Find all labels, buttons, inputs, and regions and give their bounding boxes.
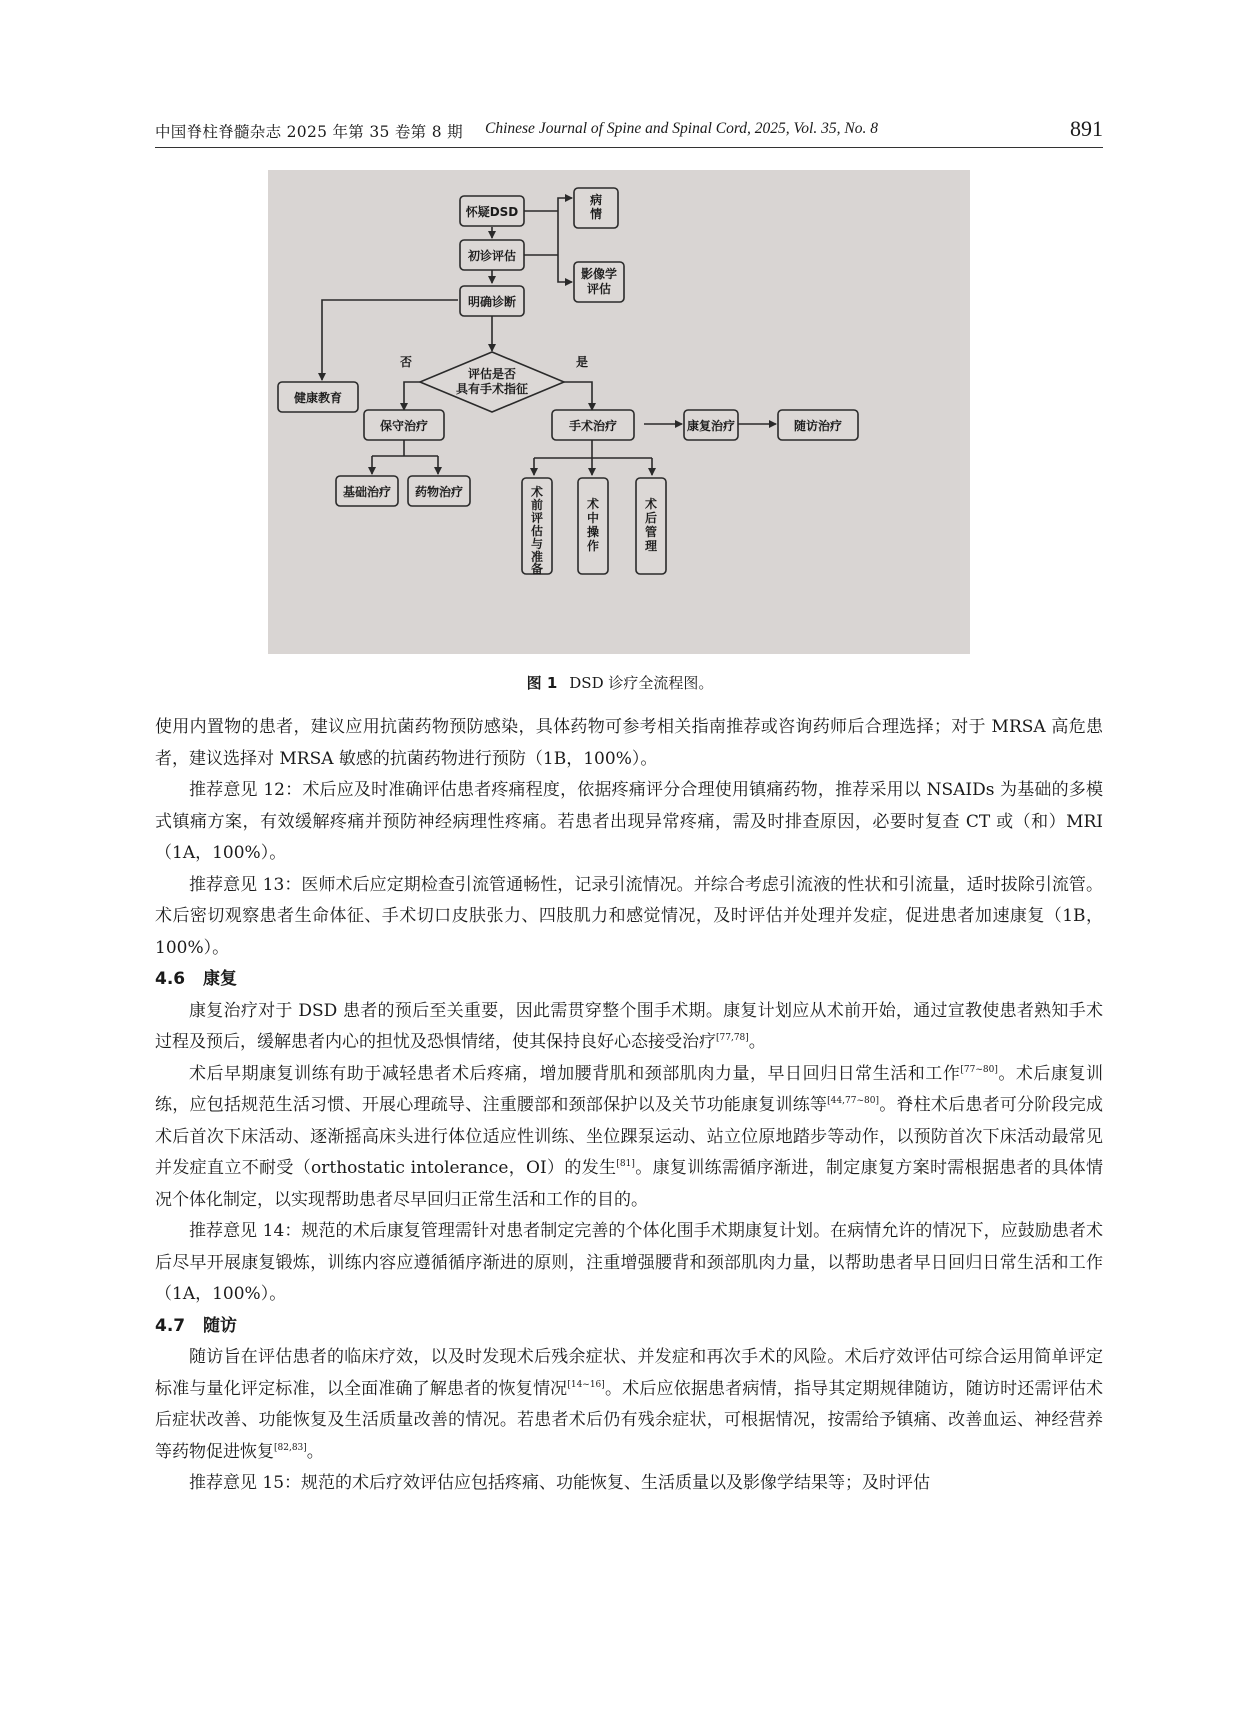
svg-text:病: 病 [589, 193, 603, 207]
svg-text:明确诊断: 明确诊断 [467, 295, 517, 309]
node-drug-treatment [408, 476, 470, 506]
svg-text:怀疑DSD: 怀疑DSD [465, 205, 519, 219]
node-surgery-indication-decision [420, 352, 564, 412]
svg-text:康复治疗: 康复治疗 [686, 419, 736, 433]
node-rehab-treatment [684, 410, 738, 440]
node-conservative-treatment [364, 410, 444, 440]
svg-text:前: 前 [530, 498, 544, 512]
svg-text:准: 准 [530, 550, 544, 564]
paragraph-rehab-training: 术后早期康复训练有助于减轻患者术后疼痛，增加腰背肌和颈部肌肉力量，早日回归日常生活和工作[77~80]。术后康复训练，应包括规范生活习惯、开展心理疏导、注重腰部和颈部保护以及关节功能康复训练等[44,77~80]。脊柱术后患者可分阶段完成术后首次下床活动、逐渐摇高床头进行体位适应性训练、坐位踝泵运动、站立位原地踏步等动作，以预防首次下床活动最常见并发症直立不耐受（orthostatic intolerance，OI）的发生[81]。康复训练需循序渐进，制定康复方案时需根据患者的具体情况个体化制定，以实现帮助患者尽早回归正常生活和工作的目的。 [155, 1063, 1104, 1210]
svg-text:随访治疗: 随访治疗 [793, 419, 843, 433]
svg-text:管: 管 [644, 525, 658, 539]
svg-text:备: 备 [530, 562, 544, 576]
paragraph-rehab-intro: 康复治疗对于 DSD 患者的预后至关重要，因此需贯穿整个围手术期。康复计划应从术前开始，通过宣教使患者熟知手术过程及预后，缓解患者内心的担忧及恐惧情绪，使其保持良好心态接受治疗[77,78]。 [155, 1000, 1103, 1052]
svg-text:术: 术 [644, 497, 658, 511]
paragraph-recommendation-12: 推荐意见 12：术后应及时准确评估患者疼痛程度，依据疼痛评分合理使用镇痛药物，推荐采用以 NSAIDs 为基础的多模式镇痛方案，有效缓解疼痛并预防神经病理性疼痛。若患者出现异常疼痛，需及时排查原因，必要时复查 CT 或（和）MRI（1A，100%）。 [155, 780, 1103, 863]
svg-text:理: 理 [644, 539, 658, 553]
citation: [81] [616, 1159, 635, 1169]
paragraph-recommendation-14: 推荐意见 14：规范的术后康复管理需针对患者制定完善的个体化围手术期康复计划。在病情允许的情况下，应鼓励患者术后尽早开展康复锻炼，训练内容应遵循循序渐进的原则，注重增强腰背和颈部肌肉力量，以帮助患者早日回归日常生活和工作（1A，100%）。 [155, 1221, 1103, 1304]
node-surgical-treatment [552, 410, 634, 440]
citation: [77,78] [716, 1033, 749, 1043]
svg-text:手术治疗: 手术治疗 [568, 419, 618, 433]
journal-title-cn: 中国脊柱脊髓杂志 2025 年第 35 卷第 8 期 [155, 123, 463, 141]
running-header [155, 116, 1103, 146]
svg-text:中: 中 [586, 511, 600, 525]
citation: [44,77~80] [827, 1096, 879, 1106]
svg-text:作: 作 [586, 539, 600, 553]
figure-caption [0, 672, 1240, 693]
body-text [155, 712, 1103, 1500]
figure-caption-text: DSD 诊疗全流程图。 [569, 674, 714, 692]
svg-text:评估是否: 评估是否 [467, 367, 517, 381]
svg-text:与: 与 [530, 537, 544, 551]
svg-text:药物治疗: 药物治疗 [414, 485, 464, 499]
page-number: 891 [1070, 116, 1103, 141]
header-rule [155, 147, 1103, 148]
citation: [82,83] [274, 1442, 307, 1453]
label-no: 否 [400, 355, 413, 369]
svg-text:情: 情 [589, 207, 603, 221]
node-preop-assessment [522, 478, 552, 576]
node-postop-management [636, 478, 666, 574]
paragraph-recommendation-15: 推荐意见 15：规范的术后疗效评估应包括疼痛、功能恢复、生活质量以及影像学结果等；及时评估 [189, 1473, 931, 1493]
svg-text:估: 估 [530, 524, 544, 538]
node-initial-assessment [460, 240, 524, 270]
node-health-education [278, 382, 358, 412]
svg-text:健康教育: 健康教育 [293, 391, 343, 405]
paragraph-recommendation-13: 推荐意见 13：医师术后应定期检查引流管通畅性，记录引流情况。并综合考虑引流液的性状和引流量，适时拔除引流管。术后密切观察患者生命体征、手术切口皮肤张力、四肢肌力和感觉情况，及时评估并处理并发症，促进患者加速康复（1B，100%）。 [155, 874, 1103, 958]
figure-caption-label: 图 1 [526, 674, 558, 692]
journal-title-en: Chinese Journal of Spine and Spinal Cord, 2025, Vol. 35, No. 8 [485, 120, 878, 137]
svg-text:影像学: 影像学 [580, 267, 618, 281]
svg-text:具有手术指征: 具有手术指征 [455, 382, 529, 396]
citation: [77~80] [960, 1064, 998, 1075]
svg-text:术: 术 [530, 485, 544, 499]
node-imaging-assessment [574, 262, 624, 302]
svg-text:初诊评估: 初诊评估 [467, 249, 517, 263]
svg-text:评: 评 [530, 511, 544, 525]
section-heading-4-7: 4.7 随访 [155, 1315, 237, 1336]
flowchart-figure [268, 170, 970, 654]
svg-text:操: 操 [586, 525, 600, 539]
node-condition-assessment [574, 188, 618, 228]
section-heading-4-6: 4.6 康复 [155, 969, 237, 989]
node-intraop-operation [578, 478, 608, 574]
svg-text:评估: 评估 [586, 282, 612, 296]
node-basic-treatment [336, 476, 398, 506]
svg-text:保守治疗: 保守治疗 [379, 419, 429, 433]
svg-text:基础治疗: 基础治疗 [342, 485, 392, 499]
label-yes: 是 [576, 355, 589, 369]
paragraph-antibiotics: 使用内置物的患者，建议应用抗菌药物预防感染，具体药物可参考相关指南推荐或咨询药师后合理选择；对于 MRSA 高危患者，建议选择对 MRSA 敏感的抗菌药物进行预防（1B，100%）。 [155, 717, 1103, 769]
citation: [14~16] [567, 1379, 605, 1390]
svg-text:术: 术 [586, 497, 600, 511]
node-followup-treatment [778, 410, 858, 440]
node-suspect-dsd [460, 196, 524, 226]
node-confirm-diagnosis [460, 286, 524, 316]
svg-text:后: 后 [644, 511, 658, 525]
paragraph-followup: 随访旨在评估患者的临床疗效，以及时发现术后残余症状、并发症和再次手术的风险。术后疗效评估可综合运用简单评定标准与量化评定标准，以全面准确了解患者的恢复情况[14~16]。术后应依据患者病情，指导其定期规律随访，随访时还需评估术后症状改善、功能恢复及生活质量改善的情况。若患者术后仍有残余症状，可根据情况，按需给予镇痛、改善血运、神经营养等药物促进恢复[82,83]。 [155, 1347, 1104, 1462]
